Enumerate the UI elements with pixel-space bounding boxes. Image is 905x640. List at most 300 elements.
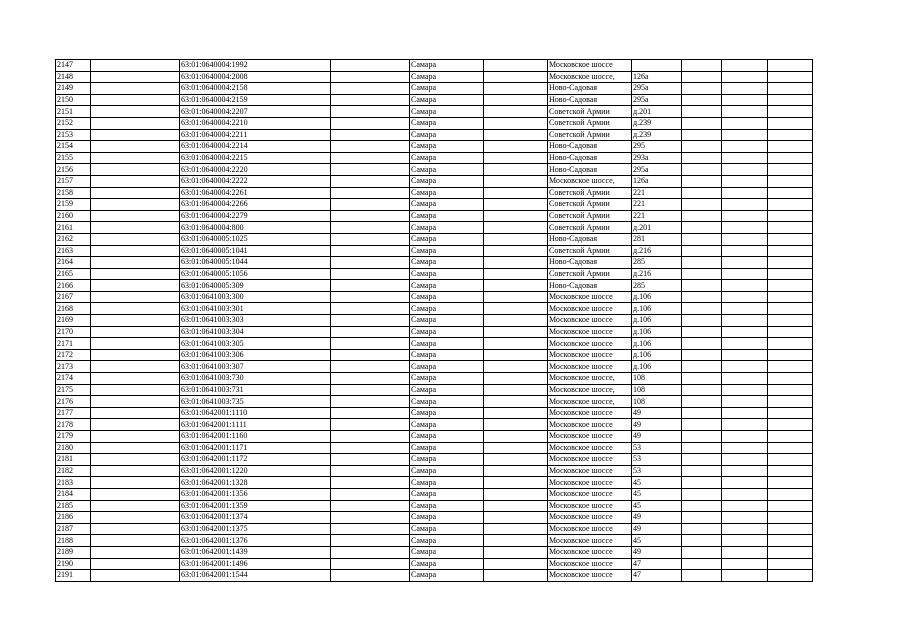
city-cell: Самара xyxy=(410,442,484,454)
empty-cell xyxy=(722,349,768,361)
empty-cell xyxy=(484,233,548,245)
empty-cell xyxy=(91,94,180,106)
city-cell: Самара xyxy=(410,407,484,419)
house-cell: д.106 xyxy=(632,315,682,327)
row-number-cell: 2162 xyxy=(56,233,91,245)
empty-cell xyxy=(768,338,813,350)
table-row xyxy=(56,175,813,187)
street-cell: Ново-Садовая xyxy=(548,233,632,245)
empty-cell xyxy=(331,83,410,95)
table-row xyxy=(56,442,813,454)
cadastral-number-cell: 63:01:0640004:2266 xyxy=(180,199,331,211)
empty-cell xyxy=(722,407,768,419)
table-row xyxy=(56,523,813,535)
empty-cell xyxy=(768,431,813,443)
street-cell: Московское шоссе, xyxy=(548,71,632,83)
empty-cell xyxy=(484,117,548,129)
row-number-cell: 2191 xyxy=(56,570,91,582)
city-cell: Самара xyxy=(410,488,484,500)
empty-cell xyxy=(768,222,813,234)
empty-cell xyxy=(91,500,180,512)
empty-cell xyxy=(768,396,813,408)
empty-cell xyxy=(768,546,813,558)
empty-cell xyxy=(331,291,410,303)
cadastral-number-cell: 63:01:0640004:2222 xyxy=(180,175,331,187)
city-cell: Самара xyxy=(410,373,484,385)
empty-cell xyxy=(768,187,813,199)
street-cell: Московское шоссе, xyxy=(548,373,632,385)
empty-cell xyxy=(91,407,180,419)
empty-cell xyxy=(331,175,410,187)
row-number-cell: 2169 xyxy=(56,315,91,327)
street-cell: Московское шоссе xyxy=(548,419,632,431)
street-cell: Советской Армии xyxy=(548,245,632,257)
empty-cell xyxy=(331,500,410,512)
cadastral-number-cell: 63:01:0640005:1025 xyxy=(180,233,331,245)
table-row xyxy=(56,535,813,547)
row-number-cell: 2176 xyxy=(56,396,91,408)
row-number-cell: 2177 xyxy=(56,407,91,419)
house-cell: д.106 xyxy=(632,326,682,338)
empty-cell xyxy=(722,535,768,547)
street-cell: Московское шоссе xyxy=(548,326,632,338)
cadastral-number-cell: 63:01:0641003:305 xyxy=(180,338,331,350)
empty-cell xyxy=(331,373,410,385)
empty-cell xyxy=(722,141,768,153)
empty-cell xyxy=(682,222,722,234)
empty-cell xyxy=(331,199,410,211)
empty-cell xyxy=(91,477,180,489)
empty-cell xyxy=(331,570,410,582)
house-cell: д.216 xyxy=(632,268,682,280)
empty-cell xyxy=(768,419,813,431)
city-cell: Самара xyxy=(410,83,484,95)
empty-cell xyxy=(331,512,410,524)
empty-cell xyxy=(331,488,410,500)
empty-cell xyxy=(682,419,722,431)
house-cell: 126а xyxy=(632,175,682,187)
table-row xyxy=(56,315,813,327)
empty-cell xyxy=(682,326,722,338)
empty-cell xyxy=(484,175,548,187)
row-number-cell: 2189 xyxy=(56,546,91,558)
empty-cell xyxy=(91,210,180,222)
empty-cell xyxy=(331,558,410,570)
street-cell: Московское шоссе xyxy=(548,500,632,512)
cadastral-number-cell: 63:01:0640004:2207 xyxy=(180,106,331,118)
city-cell: Самара xyxy=(410,465,484,477)
empty-cell xyxy=(91,280,180,292)
empty-cell xyxy=(91,199,180,211)
empty-cell xyxy=(768,199,813,211)
house-cell: 221 xyxy=(632,210,682,222)
house-cell: 285 xyxy=(632,257,682,269)
empty-cell xyxy=(768,71,813,83)
street-cell: Московское шоссе xyxy=(548,523,632,535)
city-cell: Самара xyxy=(410,106,484,118)
empty-cell xyxy=(722,175,768,187)
house-cell: 47 xyxy=(632,570,682,582)
empty-cell xyxy=(331,384,410,396)
row-number-cell: 2187 xyxy=(56,523,91,535)
house-cell: д.201 xyxy=(632,106,682,118)
empty-cell xyxy=(91,222,180,234)
empty-cell xyxy=(484,454,548,466)
city-cell: Самара xyxy=(410,315,484,327)
row-number-cell: 2188 xyxy=(56,535,91,547)
empty-cell xyxy=(331,407,410,419)
empty-cell xyxy=(768,558,813,570)
house-cell: 49 xyxy=(632,523,682,535)
street-cell: Московское шоссе xyxy=(548,535,632,547)
empty-cell xyxy=(682,117,722,129)
house-cell: 53 xyxy=(632,465,682,477)
street-cell: Московское шоссе xyxy=(548,291,632,303)
house-cell: д.239 xyxy=(632,117,682,129)
empty-cell xyxy=(484,500,548,512)
city-cell: Самара xyxy=(410,199,484,211)
empty-cell xyxy=(682,512,722,524)
empty-cell xyxy=(331,419,410,431)
empty-cell xyxy=(91,349,180,361)
empty-cell xyxy=(682,570,722,582)
row-number-cell: 2170 xyxy=(56,326,91,338)
street-cell: Московское шоссе xyxy=(548,431,632,443)
table-row xyxy=(56,210,813,222)
house-cell: 108 xyxy=(632,373,682,385)
table-row xyxy=(56,396,813,408)
empty-cell xyxy=(682,558,722,570)
empty-cell xyxy=(331,535,410,547)
cadastral-number-cell: 63:01:0640004:800 xyxy=(180,222,331,234)
empty-cell xyxy=(682,488,722,500)
empty-cell xyxy=(682,431,722,443)
empty-cell xyxy=(768,117,813,129)
house-cell: 285 xyxy=(632,280,682,292)
empty-cell xyxy=(768,106,813,118)
city-cell: Самара xyxy=(410,94,484,106)
table-row xyxy=(56,94,813,106)
empty-cell xyxy=(484,396,548,408)
empty-cell xyxy=(91,396,180,408)
row-number-cell: 2147 xyxy=(56,60,91,72)
city-cell: Самара xyxy=(410,117,484,129)
empty-cell xyxy=(91,257,180,269)
row-number-cell: 2156 xyxy=(56,164,91,176)
city-cell: Самара xyxy=(410,303,484,315)
empty-cell xyxy=(91,361,180,373)
street-cell: Советской Армии xyxy=(548,129,632,141)
empty-cell xyxy=(484,384,548,396)
table-row xyxy=(56,326,813,338)
empty-cell xyxy=(682,268,722,280)
empty-cell xyxy=(722,338,768,350)
empty-cell xyxy=(484,431,548,443)
empty-cell xyxy=(484,361,548,373)
house-cell: 295а xyxy=(632,94,682,106)
empty-cell xyxy=(682,187,722,199)
cadastral-number-cell: 63:01:0642001:1328 xyxy=(180,477,331,489)
empty-cell xyxy=(484,546,548,558)
house-cell: д.106 xyxy=(632,349,682,361)
row-number-cell: 2181 xyxy=(56,454,91,466)
empty-cell xyxy=(768,303,813,315)
empty-cell xyxy=(722,361,768,373)
cadastral-number-cell: 63:01:0640004:2279 xyxy=(180,210,331,222)
table-row xyxy=(56,164,813,176)
empty-cell xyxy=(91,558,180,570)
table-row xyxy=(56,303,813,315)
table-row xyxy=(56,349,813,361)
cadastral-number-cell: 63:01:0642001:1376 xyxy=(180,535,331,547)
house-cell: 49 xyxy=(632,407,682,419)
row-number-cell: 2150 xyxy=(56,94,91,106)
house-cell: д.106 xyxy=(632,338,682,350)
empty-cell xyxy=(722,488,768,500)
empty-cell xyxy=(768,141,813,153)
table-row xyxy=(56,512,813,524)
empty-cell xyxy=(91,71,180,83)
cadastral-number-cell: 63:01:0640004:1992 xyxy=(180,60,331,72)
house-cell: 221 xyxy=(632,187,682,199)
table-row xyxy=(56,129,813,141)
empty-cell xyxy=(484,570,548,582)
table-row xyxy=(56,477,813,489)
house-cell: д.216 xyxy=(632,245,682,257)
city-cell: Самара xyxy=(410,384,484,396)
city-cell: Самара xyxy=(410,477,484,489)
empty-cell xyxy=(331,71,410,83)
cadastral-number-cell: 63:01:0641003:730 xyxy=(180,373,331,385)
empty-cell xyxy=(768,129,813,141)
empty-cell xyxy=(484,71,548,83)
city-cell: Самара xyxy=(410,210,484,222)
empty-cell xyxy=(91,546,180,558)
cadastral-number-cell: 63:01:0641003:731 xyxy=(180,384,331,396)
table-row xyxy=(56,454,813,466)
table-body xyxy=(56,60,813,582)
cadastral-number-cell: 63:01:0640004:2261 xyxy=(180,187,331,199)
empty-cell xyxy=(91,570,180,582)
empty-cell xyxy=(722,384,768,396)
cadastral-number-cell: 63:01:0640004:2214 xyxy=(180,141,331,153)
row-number-cell: 2160 xyxy=(56,210,91,222)
empty-cell xyxy=(722,257,768,269)
city-cell: Самара xyxy=(410,512,484,524)
empty-cell xyxy=(91,268,180,280)
empty-cell xyxy=(484,152,548,164)
street-cell: Московское шоссе xyxy=(548,407,632,419)
street-cell: Советской Армии xyxy=(548,117,632,129)
empty-cell xyxy=(722,245,768,257)
cadastral-table xyxy=(55,59,813,582)
empty-cell xyxy=(331,60,410,72)
empty-cell xyxy=(484,222,548,234)
table-row xyxy=(56,222,813,234)
empty-cell xyxy=(484,291,548,303)
empty-cell xyxy=(331,233,410,245)
empty-cell xyxy=(91,384,180,396)
empty-cell xyxy=(768,152,813,164)
empty-cell xyxy=(484,338,548,350)
row-number-cell: 2159 xyxy=(56,199,91,211)
empty-cell xyxy=(484,268,548,280)
empty-cell xyxy=(768,291,813,303)
city-cell: Самара xyxy=(410,349,484,361)
empty-cell xyxy=(91,465,180,477)
row-number-cell: 2167 xyxy=(56,291,91,303)
cadastral-number-cell: 63:01:0640004:2211 xyxy=(180,129,331,141)
row-number-cell: 2186 xyxy=(56,512,91,524)
row-number-cell: 2153 xyxy=(56,129,91,141)
empty-cell xyxy=(484,94,548,106)
table-row xyxy=(56,71,813,83)
empty-cell xyxy=(484,210,548,222)
table-row xyxy=(56,488,813,500)
street-cell: Советской Армии xyxy=(548,210,632,222)
empty-cell xyxy=(484,83,548,95)
table-row xyxy=(56,106,813,118)
cadastral-number-cell: 63:01:0640004:2158 xyxy=(180,83,331,95)
empty-cell xyxy=(722,477,768,489)
empty-cell xyxy=(682,233,722,245)
cadastral-number-cell: 63:01:0640004:2215 xyxy=(180,152,331,164)
empty-cell xyxy=(682,71,722,83)
cadastral-number-cell: 63:01:0640005:1044 xyxy=(180,257,331,269)
empty-cell xyxy=(722,465,768,477)
empty-cell xyxy=(682,280,722,292)
empty-cell xyxy=(331,396,410,408)
street-cell: Советской Армии xyxy=(548,199,632,211)
house-cell: 295а xyxy=(632,83,682,95)
empty-cell xyxy=(682,442,722,454)
empty-cell xyxy=(722,152,768,164)
empty-cell xyxy=(331,141,410,153)
city-cell: Самара xyxy=(410,164,484,176)
empty-cell xyxy=(768,442,813,454)
empty-cell xyxy=(768,94,813,106)
city-cell: Самара xyxy=(410,546,484,558)
empty-cell xyxy=(722,500,768,512)
empty-cell xyxy=(91,175,180,187)
empty-cell xyxy=(682,465,722,477)
empty-cell xyxy=(484,535,548,547)
street-cell: Московское шоссе xyxy=(548,315,632,327)
empty-cell xyxy=(331,454,410,466)
row-number-cell: 2171 xyxy=(56,338,91,350)
table-row xyxy=(56,245,813,257)
table-row xyxy=(56,187,813,199)
empty-cell xyxy=(722,396,768,408)
cadastral-number-cell: 63:01:0640005:309 xyxy=(180,280,331,292)
empty-cell xyxy=(768,407,813,419)
city-cell: Самара xyxy=(410,187,484,199)
row-number-cell: 2190 xyxy=(56,558,91,570)
empty-cell xyxy=(91,303,180,315)
empty-cell xyxy=(91,442,180,454)
empty-cell xyxy=(682,94,722,106)
street-cell: Ново-Садовая xyxy=(548,141,632,153)
row-number-cell: 2165 xyxy=(56,268,91,280)
row-number-cell: 2178 xyxy=(56,419,91,431)
empty-cell xyxy=(768,268,813,280)
table-row xyxy=(56,152,813,164)
empty-cell xyxy=(91,373,180,385)
empty-cell xyxy=(484,349,548,361)
row-number-cell: 2155 xyxy=(56,152,91,164)
row-number-cell: 2151 xyxy=(56,106,91,118)
city-cell: Самара xyxy=(410,257,484,269)
empty-cell xyxy=(331,442,410,454)
empty-cell xyxy=(682,315,722,327)
city-cell: Самара xyxy=(410,558,484,570)
row-number-cell: 2161 xyxy=(56,222,91,234)
city-cell: Самара xyxy=(410,222,484,234)
city-cell: Самара xyxy=(410,338,484,350)
row-number-cell: 2157 xyxy=(56,175,91,187)
empty-cell xyxy=(484,326,548,338)
street-cell: Московское шоссе xyxy=(548,338,632,350)
table-row xyxy=(56,338,813,350)
empty-cell xyxy=(722,117,768,129)
empty-cell xyxy=(768,535,813,547)
empty-cell xyxy=(682,523,722,535)
empty-cell xyxy=(91,338,180,350)
empty-cell xyxy=(682,60,722,72)
house-cell: 45 xyxy=(632,500,682,512)
row-number-cell: 2185 xyxy=(56,500,91,512)
street-cell: Московское шоссе xyxy=(548,477,632,489)
empty-cell xyxy=(722,291,768,303)
empty-cell xyxy=(768,477,813,489)
row-number-cell: 2179 xyxy=(56,431,91,443)
empty-cell xyxy=(722,199,768,211)
empty-cell xyxy=(768,280,813,292)
cadastral-number-cell: 63:01:0642001:1171 xyxy=(180,442,331,454)
empty-cell xyxy=(682,152,722,164)
empty-cell xyxy=(682,106,722,118)
empty-cell xyxy=(722,326,768,338)
cadastral-number-cell: 63:01:0640004:2220 xyxy=(180,164,331,176)
empty-cell xyxy=(722,454,768,466)
house-cell: 49 xyxy=(632,419,682,431)
empty-cell xyxy=(682,303,722,315)
empty-cell xyxy=(682,546,722,558)
street-cell: Московское шоссе xyxy=(548,558,632,570)
table-row xyxy=(56,546,813,558)
empty-cell xyxy=(722,210,768,222)
empty-cell xyxy=(682,500,722,512)
empty-cell xyxy=(682,535,722,547)
cadastral-number-cell: 63:01:0642001:1359 xyxy=(180,500,331,512)
table-row xyxy=(56,361,813,373)
city-cell: Самара xyxy=(410,175,484,187)
street-cell: Московское шоссе xyxy=(548,454,632,466)
city-cell: Самара xyxy=(410,233,484,245)
table-row xyxy=(56,280,813,292)
house-cell: д.201 xyxy=(632,222,682,234)
table-row xyxy=(56,60,813,72)
empty-cell xyxy=(682,454,722,466)
city-cell: Самара xyxy=(410,431,484,443)
row-number-cell: 2184 xyxy=(56,488,91,500)
street-cell: Советской Армии xyxy=(548,222,632,234)
table-row xyxy=(56,570,813,582)
empty-cell xyxy=(91,187,180,199)
cadastral-number-cell: 63:01:0641003:735 xyxy=(180,396,331,408)
empty-cell xyxy=(682,245,722,257)
empty-cell xyxy=(768,60,813,72)
